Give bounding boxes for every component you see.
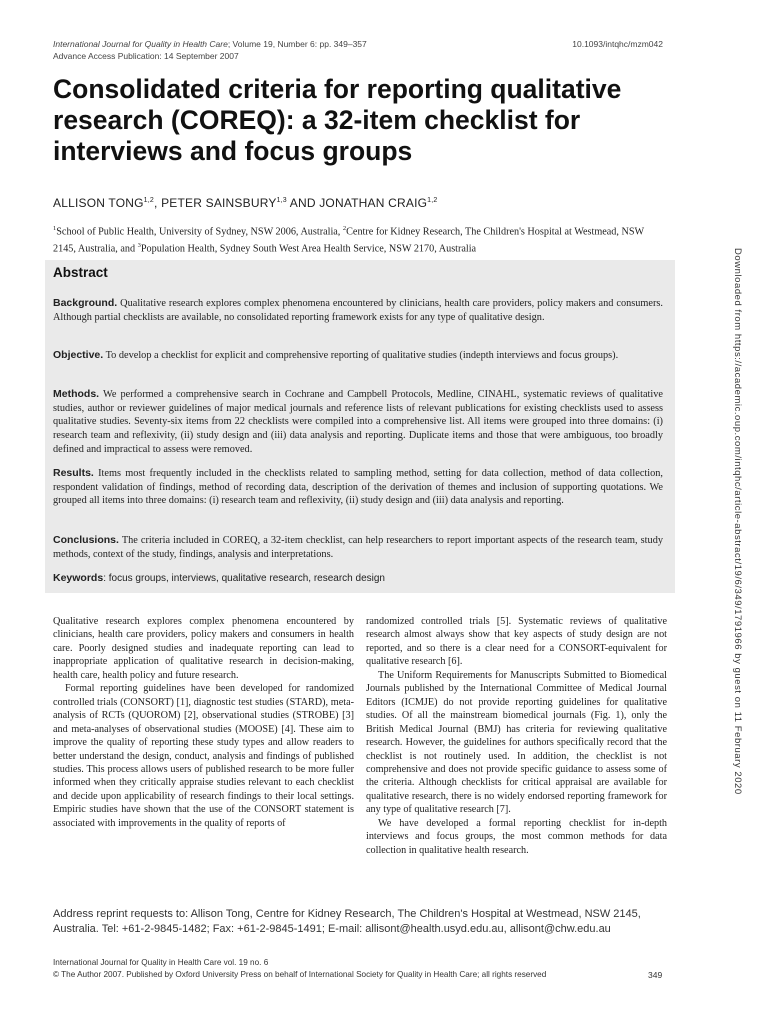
abstract-background	[53, 297, 663, 324]
footer-copyright: © The Author 2007. Published by Oxford University Press on behalf of International Society for Quality in Health Care; all rights reserved	[53, 970, 547, 979]
download-note-text[interactable]: Downloaded from https://academic.oup.com/intqhc/article-abstract/19/6/349/1791966 by guest on 11 February 2020	[732, 248, 743, 795]
abstract-label: Conclusions.	[53, 534, 119, 546]
footer-journal: International Journal for Quality in Health Care vol. 19 no. 6	[53, 958, 269, 967]
affil-text: School of Public Health, University of Sydney, NSW 2006, Australia,	[56, 226, 343, 238]
abstract-text: We performed a comprehensive search in Cochrane and Campbell Protocols, Medline, CINAHL, systematic reviews of qualitative studies, author or reviewer guidelines of major medical journals and reference lists of relevant publications for existing checklists used to assess qualitative studies. Seventy-six items from 22 checklists were compiled into a comprehensive list. All items were grouped into three domains: (i) research team and reflexivity, (ii) study design and (iii) data analysis and reporting. Duplicate items and those that were ambiguous, too broadly defined and impractical to assess were removed.	[53, 389, 663, 455]
doi[interactable]: 10.1093/intqhc/mzm042	[572, 39, 663, 49]
page-number: 349	[648, 970, 663, 980]
abstract-conclusions	[53, 534, 663, 561]
affil-number: 1	[53, 225, 57, 232]
body-paragraph: Formal reporting guidelines have been developed for randomized controlled trials (CONSORT) [1], diagnostic test studies (STARD), meta-analysis of RCTs (QUOROM) [2], observational studies (STROBE) [3] and meta-analyses of observational studies (MOOSE) [4]. These aim to improve the quality of reporting these study types and allow readers to better understand the design, conduct, analysis and findings of published studies. This process allows users of published research to be more fuller informed when they critically appraise studies relevant to each checklist and decide upon applicability of research findings to their local settings. Empiric studies have shown that the use of the CONSORT statement is associated with improvements in the quality of reports of	[53, 683, 354, 829]
affiliations	[53, 222, 665, 256]
download-note	[729, 248, 749, 795]
abstract-methods	[53, 388, 663, 457]
abstract-text: Items most frequently included in the checklists related to sampling method, setting for data collection, method of data collection, respondent validation of findings, method of recording data, description of the derivation of themes and inclusion of supporting quotations. We grouped all items into three domains: (i) research team and reflexivity, (ii) study design and (iii) data analysis and reporting.	[53, 468, 663, 507]
author-list	[53, 196, 438, 210]
body-paragraph: We have developed a formal reporting checklist for in-depth interviews and focus groups, the most common methods for data collection in qualitative health research.	[366, 817, 667, 856]
abstract-label: Methods.	[53, 388, 100, 400]
keywords-text: : focus groups, interviews, qualitative research, research design	[103, 573, 385, 584]
body-paragraph: Qualitative research explores complex phenomena encountered by clinicians, health care providers, policy makers and consumers in health care. Poorly designed studies and inadequate reporting can lead to inappropriate application of qualitative research in decision-making, health care, health policy and future research.	[53, 616, 354, 681]
volume-info: ; Volume 19, Number 6: pp. 349–357	[227, 39, 367, 49]
body-column-right	[366, 615, 667, 857]
article-title: Consolidated criteria for reporting qualitative research (COREQ): a 32-item checklist for interviews and focus groups	[53, 74, 622, 166]
affil-number: 3	[137, 241, 141, 249]
correspondence-address: Address reprint requests to: Allison Tong, Centre for Kidney Research, The Children's Hospital at Westmead, NSW 2145, Australia. Tel: +61-2-9845-1482; Fax: +61-2-9845-1491; E-mail: allisont@health.usyd.edu.au, allisont@chw.edu.au	[53, 908, 641, 935]
affil-text: Population Health, Sydney South West Area Health Service, NSW 2170, Australia	[140, 243, 477, 255]
keywords-label: Keywords	[53, 572, 104, 584]
affil-text: Centre for Kidney Research, The Children's Hospital at Westmead, NSW 2145, Australia, and	[53, 226, 644, 255]
body-paragraph: The Uniform Requirements for Manuscripts Submitted to Biomedical Journals published by the International Committee of Medical Journal Editors (ICMJE) do not provide reporting guidelines for qualitative studies. Of all the mainstream biomedical journals (Fig. 1), only the British Medical Journal (BMJ) has criteria for reviewing qualitative research. However, the guidelines for authors specifically record that the checklist is not routinely used. In addition, the checklist is not comprehensive and does not provide specific guidance to assess some of the criteria. Although checklists for critical appraisal are available for qualitative research, there is no widely endorsed reporting framework for any type of qualitative research [7].	[366, 669, 667, 816]
affil-number: 2	[342, 225, 347, 232]
author-name: ALLISON TONG	[53, 196, 144, 210]
abstract-results	[53, 467, 663, 508]
author-affil-ref: 1,3	[276, 197, 287, 204]
body-paragraph: randomized controlled trials [5]. Systematic reviews of qualitative research almost always show that key aspects of study design are not reported, and so there is a clear need for a CONSORT-equivalent for qualitative research [6].	[366, 616, 667, 668]
author-name: AND JONATHAN CRAIG	[286, 196, 428, 210]
author-affil-ref: 1,2	[143, 197, 154, 204]
advance-access: Advance Access Publication: 14 September 2007	[53, 51, 239, 61]
journal-name: International Journal for Quality in Health Care	[53, 39, 228, 49]
author-affil-ref: 1,2	[427, 197, 438, 204]
keywords	[53, 572, 663, 584]
abstract-text: Qualitative research explores complex phenomena encountered by clinicians, health care providers, policy makers and consumers. Although partial checklists are available, no consolidated reporting framework exists for any type of qualitative design.	[53, 298, 663, 323]
abstract-text: The criteria included in COREQ, a 32-item checklist, can help researchers to report important aspects of the research team, study methods, context of the study, findings, analysis and interpretations.	[53, 535, 663, 560]
abstract-label: Background.	[53, 297, 118, 309]
abstract-label: Objective.	[53, 349, 104, 361]
running-head	[53, 38, 663, 62]
author-name: , PETER SAINSBURY	[154, 196, 277, 210]
abstract-heading: Abstract	[53, 265, 108, 280]
abstract-text: To develop a checklist for explicit and comprehensive reporting of qualitative studies (indepth interviews and focus groups).	[103, 350, 619, 361]
abstract-objective	[53, 349, 663, 363]
abstract-label: Results.	[53, 467, 94, 479]
body-column-left	[53, 615, 354, 830]
